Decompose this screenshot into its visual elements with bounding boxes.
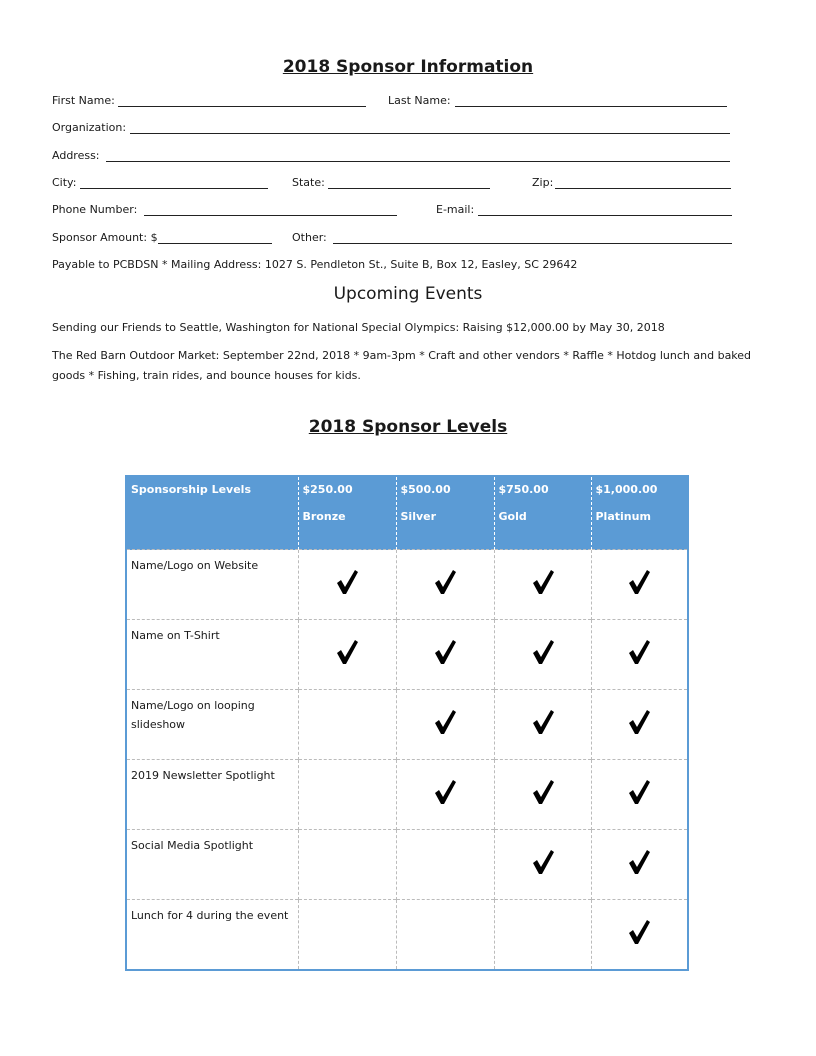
organization-label: Organization: bbox=[52, 121, 127, 134]
first-name-label: First Name: bbox=[52, 94, 115, 107]
other-label: Other: bbox=[292, 231, 327, 244]
check-cell bbox=[591, 690, 688, 760]
state-label: State: bbox=[292, 176, 325, 189]
organization-field[interactable] bbox=[130, 121, 730, 134]
events-heading: Upcoming Events bbox=[333, 284, 483, 304]
table-row bbox=[126, 760, 688, 830]
check-mark-icon bbox=[531, 708, 555, 742]
benefit-label: Name/Logo on looping slideshow bbox=[126, 690, 298, 760]
check-cell bbox=[298, 900, 396, 971]
check-cell bbox=[494, 550, 591, 620]
check-mark-icon bbox=[627, 848, 651, 882]
check-cell bbox=[396, 620, 494, 690]
check-mark-icon bbox=[627, 778, 651, 812]
check-mark-icon bbox=[627, 568, 651, 602]
check-mark-icon bbox=[531, 638, 555, 672]
benefit-label: Name on T-Shirt bbox=[126, 620, 298, 690]
check-mark-icon bbox=[627, 708, 651, 742]
check-cell bbox=[298, 690, 396, 760]
header-sponsorship-levels: Sponsorship Levels bbox=[126, 476, 298, 550]
table-row bbox=[126, 620, 688, 690]
check-cell bbox=[494, 900, 591, 971]
check-cell bbox=[494, 690, 591, 760]
check-cell bbox=[298, 830, 396, 900]
sponsor-levels-table bbox=[125, 475, 689, 971]
tier-name: Platinum bbox=[595, 510, 651, 523]
payable-text: Payable to PCBDSN * Mailing Address: 1027 S. Pendleton St., Suite B, Box 12, Easley, SC 29642 bbox=[52, 258, 578, 271]
last-name-label: Last Name: bbox=[388, 94, 451, 107]
check-mark-icon bbox=[531, 778, 555, 812]
address-field[interactable] bbox=[106, 149, 730, 162]
check-mark-icon bbox=[433, 708, 457, 742]
email-field[interactable] bbox=[478, 203, 732, 216]
tier-name: Silver bbox=[400, 510, 437, 523]
table-row bbox=[126, 550, 688, 620]
check-mark-icon bbox=[433, 638, 457, 672]
check-cell bbox=[494, 620, 591, 690]
check-mark-icon bbox=[531, 848, 555, 882]
event-item-2: The Red Barn Outdoor Market: September 22nd, 2018 * 9am-3pm * Craft and other vendors * Raffle * Hotdog lunch and baked goods * Fishing, train rides, and bounce houses for kids. bbox=[52, 349, 752, 382]
check-cell bbox=[396, 690, 494, 760]
check-cell bbox=[591, 550, 688, 620]
check-cell bbox=[494, 830, 591, 900]
levels-title: 2018 Sponsor Levels bbox=[308, 417, 508, 437]
check-cell bbox=[298, 620, 396, 690]
phone-field[interactable] bbox=[144, 203, 397, 216]
amount-label: Sponsor Amount: $ bbox=[52, 231, 158, 244]
benefit-label: Social Media Spotlight bbox=[126, 830, 298, 900]
check-mark-icon bbox=[531, 568, 555, 602]
check-cell bbox=[396, 830, 494, 900]
header-tier-silver bbox=[396, 476, 494, 550]
check-cell bbox=[591, 830, 688, 900]
state-field[interactable] bbox=[328, 176, 490, 189]
check-mark-icon bbox=[335, 568, 359, 602]
check-cell bbox=[298, 550, 396, 620]
address-label: Address: bbox=[52, 149, 100, 162]
check-mark-icon bbox=[433, 568, 457, 602]
check-cell bbox=[396, 900, 494, 971]
check-cell bbox=[396, 760, 494, 830]
header-tier-gold bbox=[494, 476, 591, 550]
check-cell bbox=[591, 900, 688, 971]
page-title: 2018 Sponsor Information bbox=[282, 57, 534, 77]
event-item-1: Sending our Friends to Seattle, Washington for National Special Olympics: Raising $12,000.00 by May 30, 2018 bbox=[52, 321, 665, 334]
email-label: E-mail: bbox=[436, 203, 475, 216]
phone-label: Phone Number: bbox=[52, 203, 138, 216]
tier-price: $750.00 bbox=[498, 483, 549, 496]
table-row bbox=[126, 830, 688, 900]
check-cell bbox=[298, 760, 396, 830]
benefit-label: Name/Logo on Website bbox=[126, 550, 298, 620]
table-row bbox=[126, 690, 688, 760]
tier-name: Gold bbox=[498, 510, 527, 523]
amount-field[interactable] bbox=[158, 231, 272, 244]
check-cell bbox=[396, 550, 494, 620]
benefit-label: 2019 Newsletter Spotlight bbox=[126, 760, 298, 830]
check-mark-icon bbox=[627, 918, 651, 952]
benefit-label: Lunch for 4 during the event bbox=[126, 900, 298, 971]
check-mark-icon bbox=[335, 638, 359, 672]
tier-price: $250.00 bbox=[302, 483, 353, 496]
check-mark-icon bbox=[627, 638, 651, 672]
table-row bbox=[126, 900, 688, 971]
other-field[interactable] bbox=[333, 231, 732, 244]
last-name-field[interactable] bbox=[455, 94, 727, 107]
city-field[interactable] bbox=[80, 176, 268, 189]
city-label: City: bbox=[52, 176, 77, 189]
first-name-field[interactable] bbox=[118, 94, 366, 107]
tier-name: Bronze bbox=[302, 510, 346, 523]
table-header-row bbox=[126, 476, 688, 550]
header-tier-bronze bbox=[298, 476, 396, 550]
check-cell bbox=[591, 620, 688, 690]
zip-field[interactable] bbox=[555, 176, 731, 189]
zip-label: Zip: bbox=[532, 176, 554, 189]
check-mark-icon bbox=[433, 778, 457, 812]
header-tier-platinum bbox=[591, 476, 688, 550]
check-cell bbox=[494, 760, 591, 830]
tier-price: $500.00 bbox=[400, 483, 451, 496]
tier-price: $1,000.00 bbox=[595, 483, 658, 496]
check-cell bbox=[591, 760, 688, 830]
